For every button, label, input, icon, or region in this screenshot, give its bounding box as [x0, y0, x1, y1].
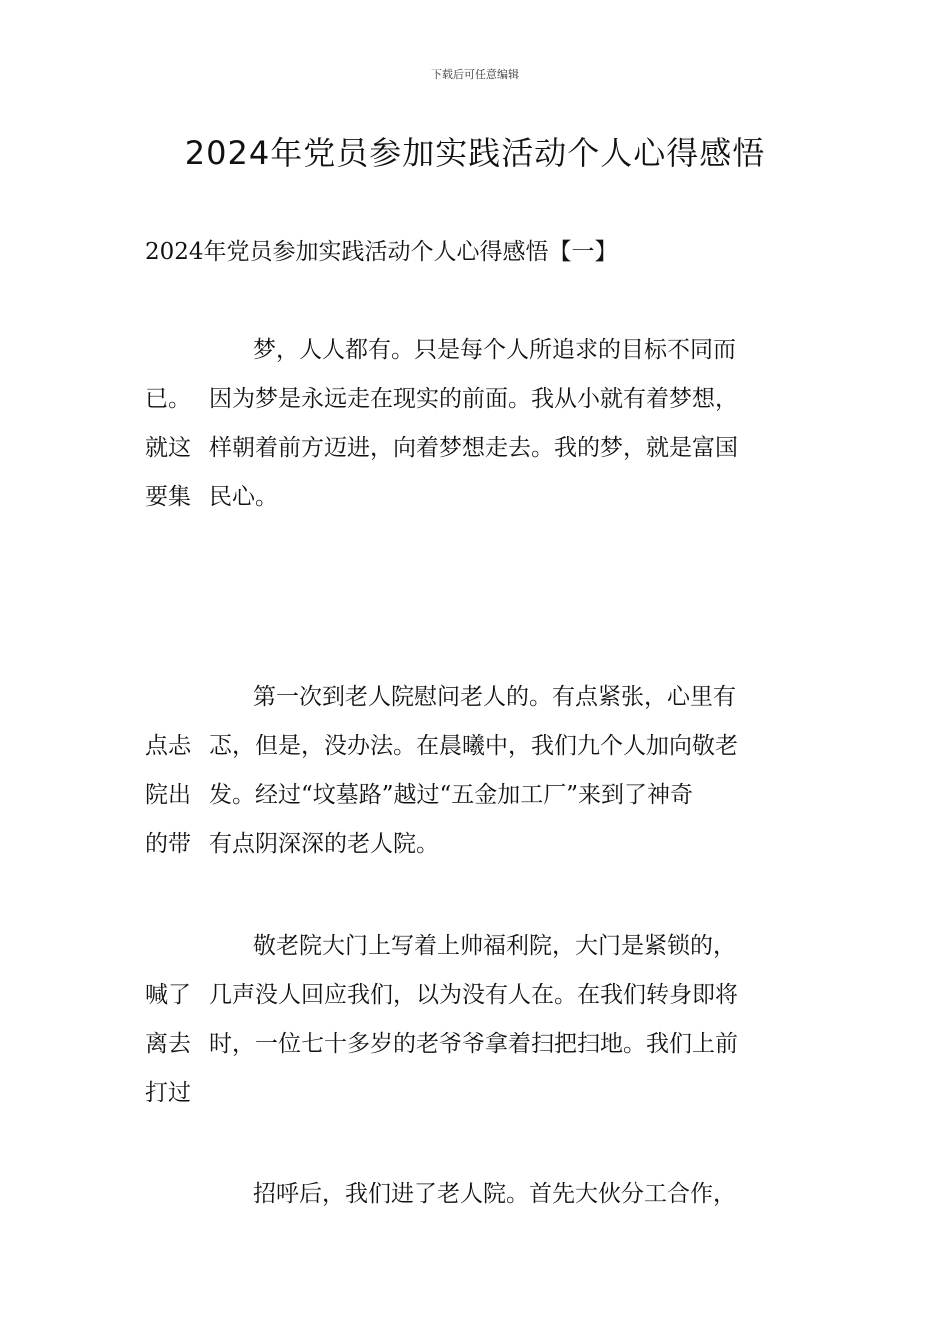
line-text: 几声没人回应我们，以为没有人在。在我们转身即将 — [209, 982, 738, 1008]
line-text: 忑，但是，没办法。在晨曦中，我们九个人加向敬老 — [209, 733, 738, 759]
line-text: 发。经过“坟墓路”越过“五金加工厂”来到了神奇 — [209, 782, 694, 808]
line-lead: 要集 — [145, 484, 191, 510]
line-lead: 已。 — [145, 386, 191, 412]
paragraph-1 — [145, 326, 815, 522]
document-title: 2024年党员参加实践活动个人心得感悟 — [184, 134, 766, 172]
line-text: 因为梦是永远走在现实的前面。我从小就有着梦想， — [209, 386, 738, 412]
paragraph-first-line: 招呼后，我们进了老人院。首先大伙分工合作， — [253, 1181, 736, 1207]
line-text: 样朝着前方迈进，向着梦想走去。我的梦，就是富国 — [209, 435, 738, 461]
paragraph-first-line: 敬老院大门上写着上帅福利院，大门是紧锁的， — [253, 933, 736, 959]
line-lead: 点忐 — [145, 733, 191, 759]
paragraph-3 — [145, 922, 815, 1118]
line-text: 有点阴深深的老人院。 — [209, 831, 439, 857]
header-note: 下载后可任意编辑 — [431, 68, 519, 81]
line-lead: 的带 — [145, 831, 191, 857]
line-text: 民心。 — [209, 484, 278, 510]
line-lead: 离去 — [145, 1031, 191, 1057]
line-lead: 院出 — [145, 782, 191, 808]
paragraph-2 — [145, 673, 815, 869]
section-subtitle: 2024年党员参加实践活动个人心得感悟【一】 — [145, 239, 618, 265]
line-lead: 打过 — [145, 1080, 191, 1106]
paragraph-first-line: 第一次到老人院慰问老人的。有点紧张，心里有 — [253, 684, 736, 710]
paragraph-first-line: 梦，人人都有。只是每个人所追求的目标不同而 — [253, 337, 736, 363]
line-lead: 喊了 — [145, 982, 191, 1008]
paragraph-4 — [145, 1170, 815, 1219]
line-text: 时，一位七十多岁的老爷爷拿着扫把扫地。我们上前 — [209, 1031, 738, 1057]
line-lead: 就这 — [145, 435, 191, 461]
